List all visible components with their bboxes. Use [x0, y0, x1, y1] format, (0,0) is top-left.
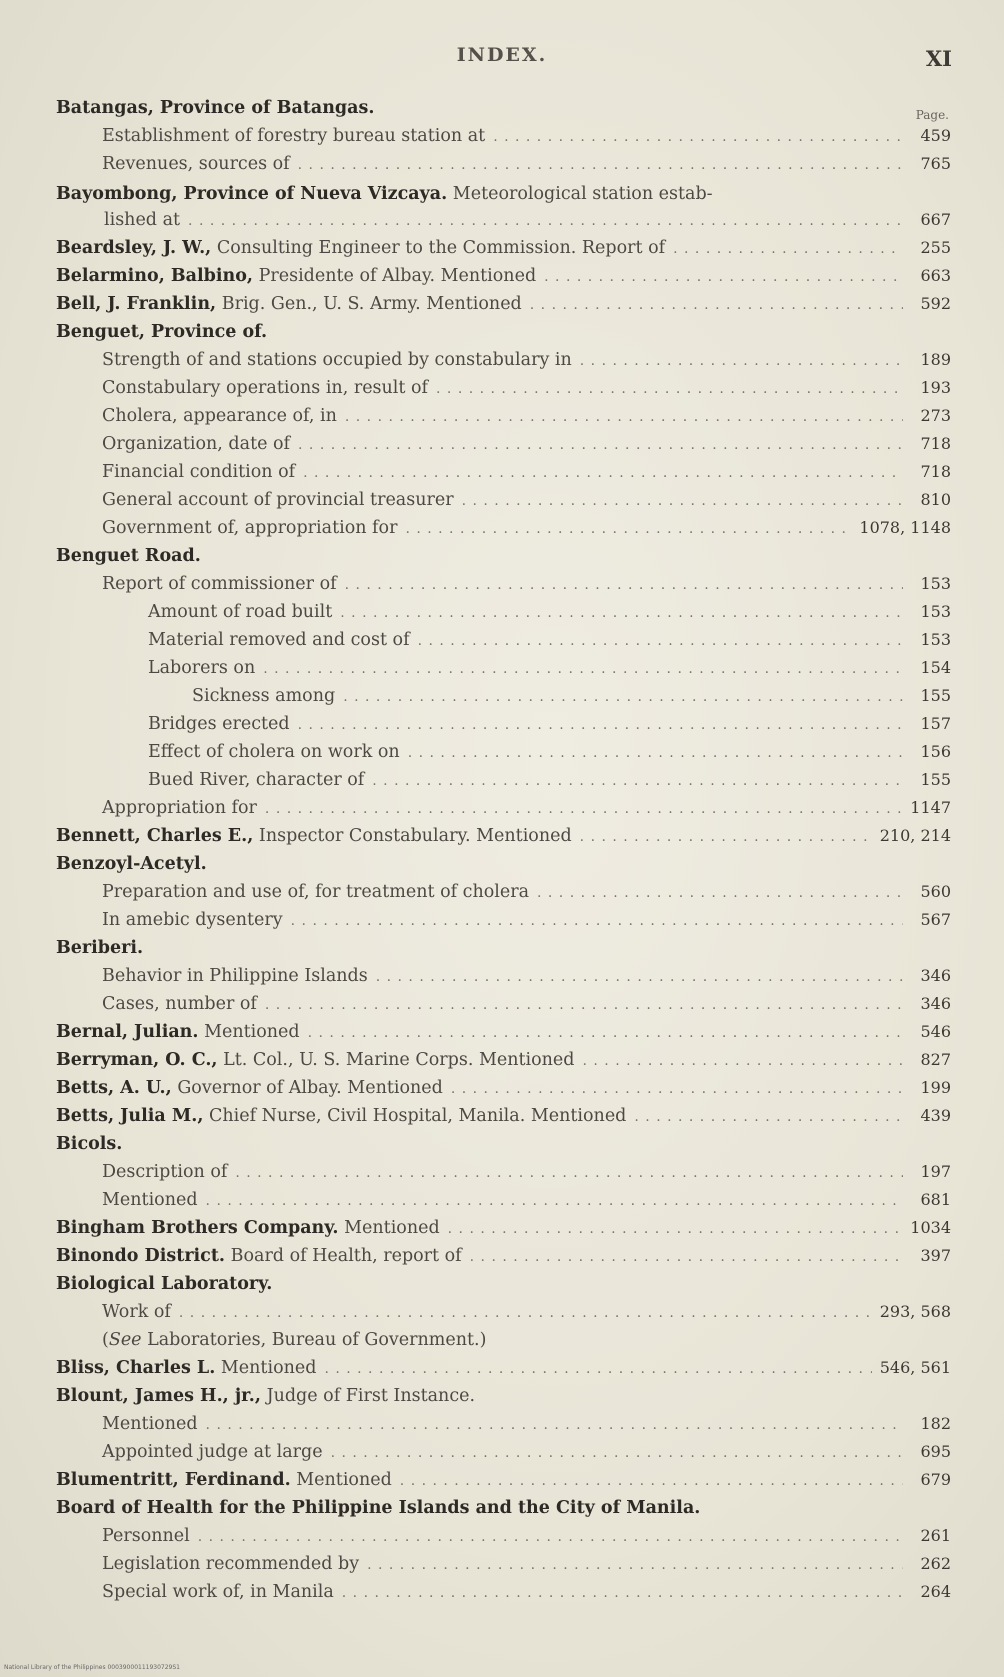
entry-heading: Bernal, Julian. — [56, 1022, 199, 1042]
see-target: Laboratories, Bureau of Government.) — [147, 1330, 487, 1350]
index-subentry — [56, 654, 951, 682]
entry-text: Description of — [102, 1162, 228, 1182]
entry-text: Financial condition of — [102, 462, 296, 482]
dot-leader — [308, 1019, 903, 1047]
index-subentry — [56, 458, 951, 486]
entry-page-ref: 155 — [920, 686, 951, 705]
entry-line — [56, 850, 951, 878]
see-also-reference: (See Laboratories, Bureau of Government.) — [102, 1330, 487, 1350]
running-head — [0, 44, 1004, 74]
entry-line — [148, 766, 951, 795]
dot-leader — [345, 403, 903, 431]
index-heading-entry — [56, 1018, 951, 1046]
index-subentry — [56, 150, 951, 178]
entry-description: Governor of Albay. Mentioned — [177, 1078, 443, 1098]
entry-text: Appropriation for — [102, 798, 257, 818]
entry-text: Cholera, appearance of, in — [102, 406, 337, 426]
entry-heading: Bliss, Charles L. — [56, 1358, 216, 1378]
see-word: See — [108, 1330, 142, 1350]
index-subentry — [56, 1158, 951, 1186]
entry-heading: Bell, J. Franklin, — [56, 294, 217, 314]
entry-text — [56, 1354, 316, 1382]
index-subentry — [56, 990, 951, 1018]
dot-leader — [448, 1215, 903, 1243]
entry-page-ref: 346 — [920, 994, 951, 1013]
entry-text: Legislation recommended by — [102, 1554, 360, 1574]
entry-description: Meteorological station estab- — [452, 184, 713, 204]
dot-leader — [537, 879, 903, 907]
entry-text: Establishment of forestry bureau station at — [102, 126, 486, 146]
entry-line — [148, 598, 951, 627]
entry-line — [56, 822, 951, 851]
dot-leader — [265, 991, 903, 1019]
entry-text — [56, 178, 876, 208]
index-heading-entry — [56, 262, 951, 290]
entry-page-ref: 153 — [920, 602, 951, 621]
dot-leader — [198, 1523, 903, 1551]
dot-leader — [634, 1103, 903, 1131]
entry-page-ref: 189 — [920, 350, 951, 369]
entry-text — [56, 1074, 443, 1102]
dot-leader — [179, 1299, 872, 1327]
entry-page-ref: 1034 — [910, 1218, 951, 1237]
dot-leader — [343, 683, 903, 711]
entry-heading: Blount, James H., jr., — [56, 1386, 261, 1406]
entry-page-ref: 154 — [920, 658, 951, 677]
dot-leader — [298, 151, 903, 179]
index-subentry — [56, 486, 951, 514]
entry-continuation-text: lished at — [104, 210, 181, 230]
dot-leader — [206, 1187, 903, 1215]
entry-text: Constabulary operations in, result of — [102, 378, 429, 398]
entry-page-ref: 264 — [920, 1582, 951, 1601]
entry-page-ref: 560 — [920, 882, 951, 901]
entry-line — [56, 1074, 951, 1103]
entry-text — [56, 850, 207, 878]
entry-line — [102, 346, 951, 375]
entry-line — [102, 1522, 951, 1551]
entry-line — [102, 430, 951, 459]
entry-page-ref: 765 — [920, 154, 951, 173]
dot-leader — [493, 123, 903, 151]
index-subentry — [56, 514, 951, 542]
entry-text: Government of, appropriation for — [102, 518, 398, 538]
dot-leader — [298, 431, 903, 459]
entry-page-ref: 663 — [920, 266, 951, 285]
entry-description: Brig. Gen., U. S. Army. Mentioned — [221, 294, 522, 314]
entry-heading: Board of Health for the Philippine Islands and the City of Manila. — [56, 1498, 701, 1518]
index-heading-entry — [56, 934, 951, 962]
entry-page-ref: 681 — [920, 1190, 951, 1209]
entry-page-ref: 546, 561 — [879, 1358, 951, 1377]
index-subentry — [56, 402, 951, 430]
index-subentry — [56, 962, 951, 990]
index-list — [56, 94, 951, 1606]
entry-text — [56, 1466, 392, 1494]
entry-line — [56, 542, 951, 570]
entry-line — [102, 1578, 951, 1607]
entry-line — [102, 794, 951, 823]
entry-description: Judge of First Instance. — [266, 1386, 476, 1406]
entry-line — [148, 626, 951, 655]
entry-line — [102, 514, 951, 543]
entry-text: In amebic dysentery — [102, 910, 283, 930]
entry-text: Behavior in Philippine Islands — [102, 966, 368, 986]
entry-text — [56, 1130, 122, 1158]
entry-line — [56, 1242, 951, 1271]
index-heading-entry — [56, 1382, 951, 1410]
entry-line — [102, 150, 951, 179]
entry-text: Strength of and stations occupied by constabulary in — [102, 350, 572, 370]
index-heading-entry — [56, 94, 951, 122]
entry-description: Chief Nurse, Civil Hospital, Manila. Mentioned — [209, 1106, 627, 1126]
entry-line — [56, 1382, 951, 1410]
footer-credit: National Library of the Philippines 00039000111930729S1 — [4, 1664, 180, 1671]
entry-page-ref: 182 — [920, 1414, 951, 1433]
entry-page-ref: 197 — [920, 1162, 951, 1181]
dot-leader — [583, 1047, 904, 1075]
entry-text: Material removed and cost of — [148, 630, 410, 650]
entry-heading: Bicols. — [56, 1134, 123, 1154]
dot-leader — [418, 627, 903, 655]
page-number: XI — [925, 46, 952, 71]
index-heading-entry — [56, 318, 951, 346]
dot-leader — [408, 739, 903, 767]
entry-heading: Binondo District. — [56, 1246, 226, 1266]
entry-line — [56, 1466, 951, 1495]
entry-line — [56, 290, 951, 319]
entry-line — [56, 1130, 951, 1158]
entry-text — [56, 1102, 626, 1130]
entry-heading: Bennett, Charles E., — [56, 826, 254, 846]
entry-text: Revenues, sources of — [102, 154, 290, 174]
entry-text: Mentioned — [102, 1190, 198, 1210]
index-heading-entry — [56, 178, 951, 234]
entry-page-ref: 827 — [920, 1050, 951, 1069]
entry-line — [102, 458, 951, 487]
index-subentry — [56, 374, 951, 402]
index-heading-entry — [56, 1214, 951, 1242]
dot-leader — [235, 1159, 903, 1187]
index-heading-entry — [56, 1130, 951, 1158]
entry-line — [102, 374, 951, 403]
entry-heading: Betts, Julia M., — [56, 1106, 204, 1126]
entry-line — [56, 318, 951, 346]
index-subentry — [56, 878, 951, 906]
entry-heading: Batangas, Province of Batangas. — [56, 98, 375, 118]
dot-leader — [291, 907, 903, 935]
dot-leader — [188, 207, 903, 235]
entry-text — [56, 318, 267, 346]
entry-heading: Bingham Brothers Company. — [56, 1218, 339, 1238]
entry-text — [56, 262, 536, 290]
entry-line — [56, 1214, 951, 1243]
entry-text: Effect of cholera on work on — [148, 742, 400, 762]
entry-description: Consulting Engineer to the Commission. Report of — [216, 238, 666, 258]
entry-page-ref: 718 — [920, 434, 951, 453]
entry-text: Bued River, character of — [148, 770, 365, 790]
index-heading-entry — [56, 1494, 951, 1522]
dot-leader — [342, 1579, 903, 1607]
entry-line — [102, 1186, 951, 1215]
entry-page-ref: 210, 214 — [879, 826, 951, 845]
entry-line — [56, 1494, 951, 1522]
entry-text — [56, 542, 201, 570]
entry-page-ref: 1147 — [910, 798, 951, 817]
entry-text: Sickness among — [192, 686, 336, 706]
entry-text: Special work of, in Manila — [102, 1582, 334, 1602]
entry-description: Mentioned — [204, 1022, 300, 1042]
entry-line — [102, 486, 951, 515]
index-subentry — [56, 738, 951, 766]
entry-page-ref: 459 — [920, 126, 951, 145]
index-subentry — [56, 710, 951, 738]
index-heading-entry — [56, 822, 951, 850]
dot-leader — [376, 963, 903, 991]
entry-page-ref: 153 — [920, 630, 951, 649]
entry-line — [102, 878, 951, 907]
entry-page-ref: 262 — [920, 1554, 951, 1573]
entry-page-ref: 273 — [920, 406, 951, 425]
entry-heading: Bayombong, Province of Nueva Vizcaya. — [56, 184, 448, 204]
index-heading-entry — [56, 850, 951, 878]
entry-line — [148, 710, 951, 739]
entry-text: Bridges erected — [148, 714, 290, 734]
entry-line — [56, 1354, 951, 1383]
dot-leader — [265, 795, 902, 823]
dot-leader — [324, 1355, 871, 1383]
entry-line — [56, 234, 951, 263]
entry-heading: Biological Laboratory. — [56, 1274, 273, 1294]
entry-text: Laborers on — [148, 658, 256, 678]
dot-leader — [345, 571, 903, 599]
entry-line — [102, 990, 951, 1019]
index-heading-entry — [56, 1046, 951, 1074]
entry-line — [102, 962, 951, 991]
entry-page-ref: 293, 568 — [879, 1302, 951, 1321]
dot-leader — [462, 487, 903, 515]
entry-text: Cases, number of — [102, 994, 257, 1014]
index-heading-entry — [56, 1074, 951, 1102]
entry-description: Inspector Constabulary. Mentioned — [258, 826, 572, 846]
page-column-label: Page. — [915, 108, 949, 122]
entry-heading: Beriberi. — [56, 938, 144, 958]
dot-leader — [303, 459, 903, 487]
index-heading-entry — [56, 234, 951, 262]
dot-leader — [580, 347, 903, 375]
entry-page-ref: 810 — [920, 490, 951, 509]
index-subentry — [56, 1326, 951, 1354]
entry-description: Mentioned — [344, 1218, 440, 1238]
dot-leader — [451, 1075, 903, 1103]
index-subentry — [56, 794, 951, 822]
index-subentry — [56, 766, 951, 794]
index-subentry — [56, 626, 951, 654]
entry-line — [192, 682, 951, 711]
entry-page-ref: 157 — [920, 714, 951, 733]
entry-page-ref: 193 — [920, 378, 951, 397]
entry-line — [148, 738, 951, 767]
dot-leader — [367, 1551, 903, 1579]
index-subentry — [56, 1410, 951, 1438]
entry-page-ref: 397 — [920, 1246, 951, 1265]
index-subentry — [56, 598, 951, 626]
entry-text — [56, 1046, 575, 1074]
entry-page-ref: 199 — [920, 1078, 951, 1097]
index-subentry — [56, 1550, 951, 1578]
entry-text — [56, 290, 522, 318]
index-subentry — [56, 1186, 951, 1214]
index-subentry — [56, 682, 951, 710]
entry-text: Report of commissioner of — [102, 574, 337, 594]
entry-description: Board of Health, report of — [230, 1246, 462, 1266]
dot-leader — [405, 515, 851, 543]
entry-line — [102, 402, 951, 431]
index-heading-entry — [56, 542, 951, 570]
entry-heading: Berryman, O. C., — [56, 1050, 218, 1070]
dot-leader — [298, 711, 903, 739]
dot-leader — [673, 235, 903, 263]
entry-page-ref: 153 — [920, 574, 951, 593]
entry-text — [56, 1494, 700, 1522]
entry-line — [56, 934, 951, 962]
index-heading-entry — [56, 290, 951, 318]
entry-line — [56, 1018, 951, 1047]
running-title: INDEX. — [456, 44, 548, 66]
index-subentry — [56, 906, 951, 934]
entry-heading: Betts, A. U., — [56, 1078, 172, 1098]
entry-heading: Blumentritt, Ferdinand. — [56, 1470, 291, 1490]
index-subentry — [56, 430, 951, 458]
dot-leader — [340, 599, 903, 627]
index-heading-entry — [56, 1354, 951, 1382]
dot-leader — [544, 263, 903, 291]
entry-page-ref: 546 — [920, 1022, 951, 1041]
index-subentry — [56, 1438, 951, 1466]
entry-line — [56, 1102, 951, 1131]
entry-text: Appointed judge at large — [102, 1442, 323, 1462]
dot-leader — [263, 655, 903, 683]
entry-line — [102, 1438, 951, 1467]
entry-heading: Benzoyl-Acetyl. — [56, 854, 207, 874]
entry-text — [56, 94, 374, 122]
entry-text — [56, 1270, 272, 1298]
entry-text: Work of — [102, 1302, 171, 1322]
entry-heading: Benguet Road. — [56, 546, 201, 566]
entry-description: Mentioned — [296, 1470, 392, 1490]
index-subentry — [56, 570, 951, 598]
entry-text — [56, 234, 665, 262]
entry-heading: Beardsley, J. W., — [56, 238, 212, 258]
index-subentry — [56, 346, 951, 374]
entry-heading: Belarmino, Balbino, — [56, 266, 254, 286]
entry-line — [148, 654, 951, 683]
entry-line — [56, 262, 951, 291]
entry-page-ref: 155 — [920, 770, 951, 789]
entry-text: Amount of road built — [148, 602, 333, 622]
entry-line — [102, 122, 951, 151]
entry-page-ref: 346 — [920, 966, 951, 985]
dot-leader — [530, 291, 903, 319]
entry-text: Mentioned — [102, 1414, 198, 1434]
entry-text — [56, 1242, 462, 1270]
entry-page-ref: 718 — [920, 462, 951, 481]
entry-text — [56, 1382, 475, 1410]
dot-leader — [331, 1439, 903, 1467]
entry-page-ref: 695 — [920, 1442, 951, 1461]
index-heading-entry — [56, 1270, 951, 1298]
entry-page-ref: 255 — [920, 238, 951, 257]
entry-description: Lt. Col., U. S. Marine Corps. Mentioned — [223, 1050, 575, 1070]
entry-page-ref: 667 — [920, 210, 951, 229]
entry-page-ref: 679 — [920, 1470, 951, 1489]
dot-leader — [470, 1243, 903, 1271]
entry-text: General account of provincial treasurer — [102, 490, 454, 510]
entry-line — [102, 1410, 951, 1439]
entry-line — [102, 906, 951, 935]
entry-text — [56, 1214, 440, 1242]
index-subentry — [56, 1578, 951, 1606]
index-heading-entry — [56, 1466, 951, 1494]
entry-page-ref: 439 — [920, 1106, 951, 1125]
entry-line — [102, 1298, 951, 1327]
entry-line — [102, 1158, 951, 1187]
dot-leader — [206, 1411, 903, 1439]
entry-line — [56, 1270, 951, 1298]
entry-text: Personnel — [102, 1526, 190, 1546]
index-subentry — [56, 1522, 951, 1550]
entry-line — [56, 94, 951, 122]
entry-line — [102, 1550, 951, 1579]
entry-page-ref: 567 — [920, 910, 951, 929]
entry-text: Preparation and use of, for treatment of cholera — [102, 882, 529, 902]
entry-text — [56, 1018, 300, 1046]
entry-description: Presidente of Albay. Mentioned — [258, 266, 537, 286]
index-heading-entry — [56, 1242, 951, 1270]
entry-page-ref: 592 — [920, 294, 951, 313]
entry-page-ref: 261 — [920, 1526, 951, 1545]
index-subentry — [56, 1298, 951, 1326]
entry-text — [56, 934, 143, 962]
dot-leader — [436, 375, 903, 403]
entry-page-ref: 1078, 1148 — [859, 518, 951, 537]
index-heading-entry — [56, 1102, 951, 1130]
dot-leader — [372, 767, 903, 795]
dot-leader — [580, 823, 872, 851]
entry-page-ref: 156 — [920, 742, 951, 761]
entry-text: Organization, date of — [102, 434, 291, 454]
entry-description: Mentioned — [220, 1358, 317, 1378]
entry-line — [102, 570, 951, 599]
entry-heading: Benguet, Province of. — [56, 322, 268, 342]
entry-line — [56, 1046, 951, 1075]
entry-continuation — [56, 206, 951, 235]
index-subentry — [56, 122, 951, 150]
dot-leader — [400, 1467, 903, 1495]
entry-text — [56, 822, 572, 850]
